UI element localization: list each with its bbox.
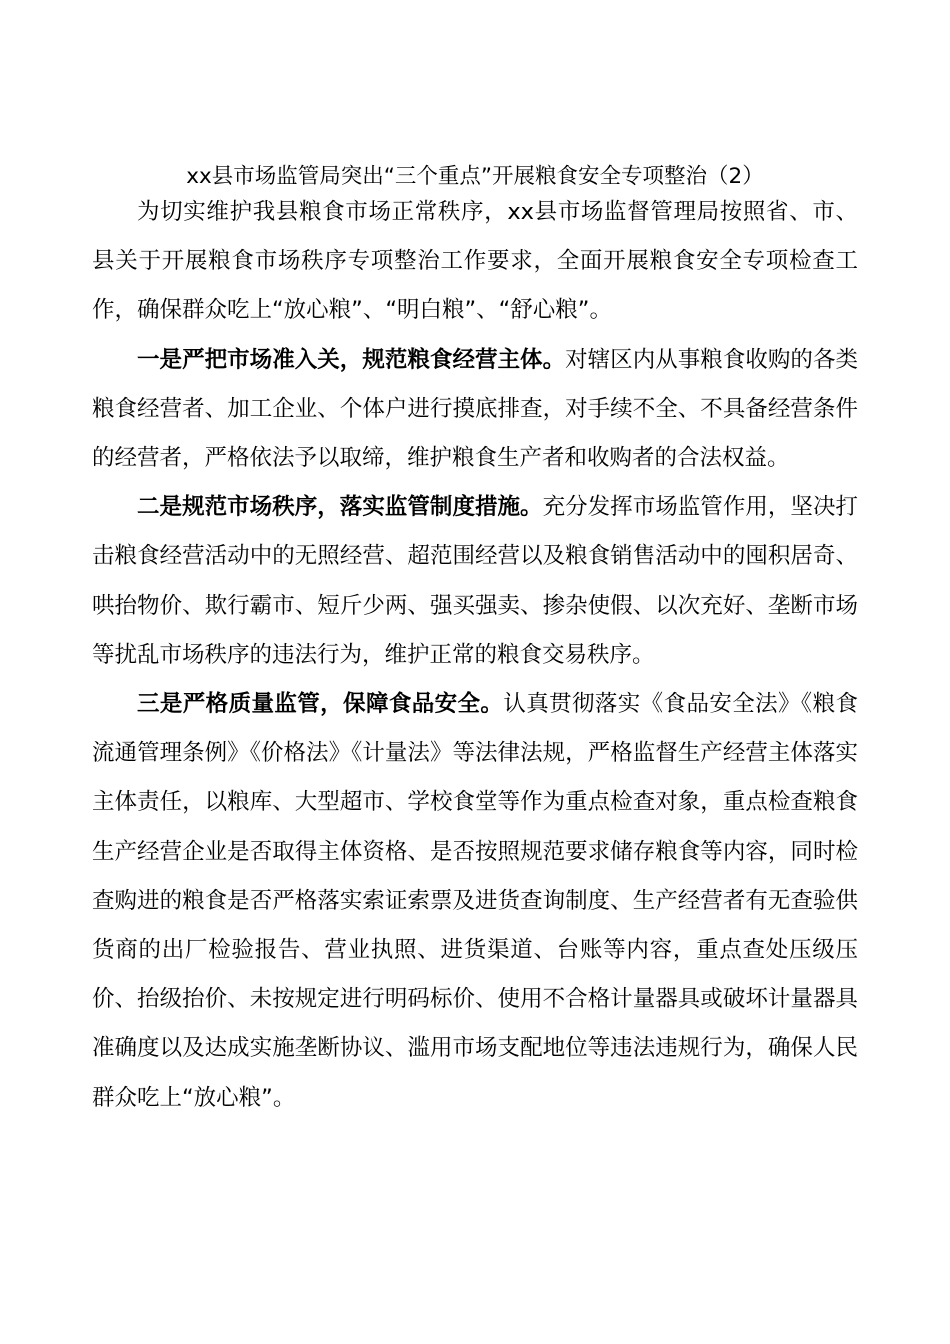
section-paragraph-3 — [92, 680, 858, 1123]
section-heading-3: 三是严格质量监管，保障食品安全。 — [137, 691, 504, 718]
section-text-2: 充分发挥市场监管作用，坚决打击粮食经营活动中的无照经营、超范围经营以及粮食销售活动中的囤积居奇、哄抬物价、欺行霸市、短斤少两、强买强卖、掺杂使假、以次充好、垄断市场等扰乱市场秩序的违法行为，维护正常的粮食交易秩序。 — [92, 494, 858, 668]
section-paragraph-2 — [92, 483, 858, 680]
intro-paragraph: 为切实维护我县粮食市场正常秩序，xx县市场监督管理局按照省、市、县关于开展粮食市场秩序专项整治工作要求，全面开展粮食安全专项检查工作，确保群众吃上“放心粮”、“明白粮”、“舒心粮”。 — [92, 199, 858, 324]
section-text-3: 认真贯彻落实《食品安全法》《粮食流通管理条例》《价格法》《计量法》等法律法规，严格监督生产经营主体落实主体责任，以粮库、大型超市、学校食堂等作为重点检查对象，重点检查粮食生产经营企业是否取得主体资格、是否按照规范要求储存粮食等内容，同时检查购进的粮食是否严格落实索证索票及进货查询制度、生产经营者有无查验供货商的出厂检验报告、营业执照、进货渠道、台账等内容，重点查处压级压价、抬级抬价、未按规定进行明码标价、使用不合格计量器具或破坏计量器具准确度以及达成实施垄断协议、滥用市场支配地位等违法违规行为，确保人民群众吃上“放心粮”。 — [92, 691, 858, 1111]
document-body — [92, 188, 858, 1123]
section-heading-1: 一是严把市场准入关，规范粮食经营主体。 — [137, 346, 566, 373]
section-paragraph-1 — [92, 336, 858, 484]
document-title: xx县市场监管局突出“三个重点”开展粮食安全专项整治（2） — [186, 164, 764, 189]
section-text-1: 对辖区内从事粮食收购的各类粮食经营者、加工企业、个体户进行摸底排查，对手续不全、不具备经营条件的经营者，严格依法予以取缔，维护粮食生产者和收购者的合法权益。 — [92, 346, 858, 472]
section-heading-2: 二是规范市场秩序，落实监管制度措施。 — [137, 494, 543, 521]
